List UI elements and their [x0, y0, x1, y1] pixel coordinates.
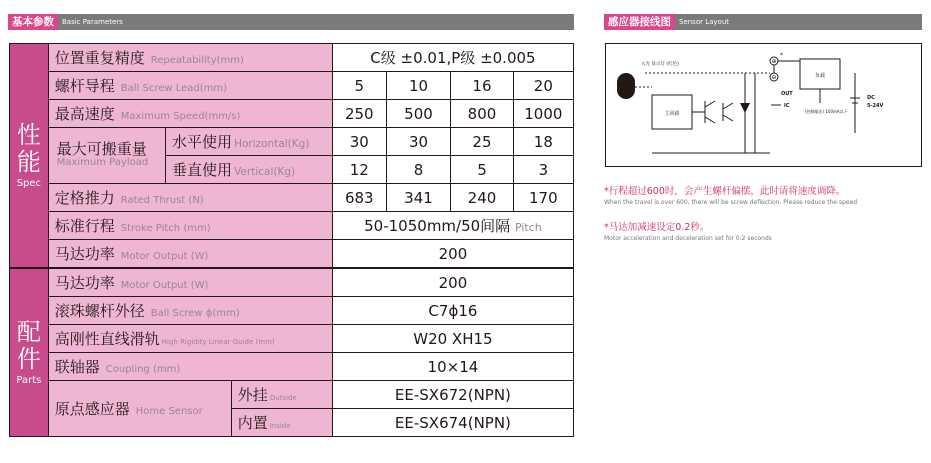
- header-title-en: Basic Parameters: [62, 18, 123, 26]
- svg-text:⊖: ⊖: [771, 74, 777, 81]
- horizontal-value: 30: [332, 128, 386, 156]
- motor-output-value: 200: [332, 269, 573, 297]
- screw-label: 滚珠螺杆外径 Ball Screw ϕ(mm): [48, 297, 332, 325]
- out-label: OUT: [781, 91, 793, 97]
- lead-value: 20: [513, 72, 573, 100]
- lead-value: 5: [332, 72, 386, 100]
- load-note: (控制输出) 100mA以下: [805, 109, 848, 114]
- table-row: [10, 381, 574, 409]
- main-circuit-label: 主回路: [664, 111, 680, 117]
- table-row: [10, 44, 574, 72]
- parameters-table: [9, 43, 574, 268]
- motor-value: 200: [332, 240, 573, 268]
- speed-value: 800: [451, 100, 513, 128]
- guide-label: 高刚性直线滑轨 High Rigidity Linear Guide (mm): [48, 325, 332, 353]
- acceleration-note: [604, 219, 926, 242]
- sensor-inside-value: EE-SX674(NPN): [332, 409, 573, 437]
- speed-value: 1000: [513, 100, 573, 128]
- thrust-label: 定格推力 Rated Thrust (N): [48, 184, 332, 212]
- payload-label: 最大可搬重量 Maximum Payload: [48, 128, 165, 184]
- vertical-value: 12: [332, 156, 386, 184]
- sensor-label: 原点感应器 Home Sensor: [48, 381, 231, 437]
- coupling-label: 联轴器 Coupling (mm): [48, 353, 332, 381]
- stroke-label: 标准行程 Stroke Pitch (mm): [48, 212, 332, 240]
- thrust-value: 170: [513, 184, 573, 212]
- stroke-value: 50-1050mm/50间隔 Pitch: [332, 212, 573, 240]
- thrust-value: 240: [451, 184, 513, 212]
- motor-output-label: 马达功率 Motor Output (W): [48, 269, 332, 297]
- voltage-label: 5-24V: [867, 103, 884, 109]
- guide-value: W20 XH15: [332, 325, 573, 353]
- svg-text:⊕: ⊕: [771, 58, 777, 65]
- horizontal-label: 水平使用 Horizontal(Kg): [166, 128, 333, 156]
- lead-label: 螺杆导程 Ball Screw Lead(mm): [48, 72, 332, 100]
- table-row: [10, 212, 574, 240]
- speed-reduction-note: [604, 183, 926, 206]
- thrust-value: 683: [332, 184, 386, 212]
- terminal-star: *: [780, 52, 783, 59]
- sensor-inside-label: 内置 Inside: [231, 409, 332, 437]
- note-speed-cn: *行程超过600时，会产生螺杆偏摆，此时请将速度调降。: [604, 186, 846, 197]
- spec-group-cn-2: 能: [16, 148, 41, 176]
- sensor-outside-label: 外挂 Outside: [231, 381, 332, 409]
- parts-group-en: Parts: [16, 375, 42, 386]
- table-row: [10, 325, 574, 353]
- parts-table: [9, 268, 574, 437]
- load-label: 负载: [814, 73, 826, 79]
- table-row: [10, 72, 574, 100]
- spec-group-cell: [10, 44, 49, 268]
- speed-value: 500: [386, 100, 451, 128]
- repeatability-label: 位置重复精度 Repeatability(mm): [48, 44, 332, 72]
- parts-group-cell: [10, 269, 49, 437]
- parts-group-cn-1: 配: [16, 318, 41, 346]
- header-title-cn: 基本参数: [8, 14, 58, 30]
- spec-group-cn-1: 性: [16, 121, 41, 149]
- horizontal-value: 25: [451, 128, 513, 156]
- led-indicator-icon: [617, 73, 635, 99]
- led-label: 入光 显示灯 (红色): [641, 62, 679, 67]
- sensor-wiring-diagram: [605, 43, 922, 167]
- table-row: [10, 297, 574, 325]
- sensor-outside-value: EE-SX672(NPN): [332, 381, 573, 409]
- lead-value: 10: [386, 72, 451, 100]
- motor-label: 马达功率 Motor Output (W): [48, 240, 332, 268]
- ic-label: IC: [784, 103, 790, 109]
- screw-value: C7ϕ16: [332, 297, 573, 325]
- dc-label: DC: [867, 95, 875, 101]
- basic-parameters-header: [8, 14, 574, 30]
- repeatability-value: C级 ±0.01,P级 ±0.005: [332, 44, 573, 72]
- spec-group-en: Spec: [16, 178, 42, 189]
- vertical-value: 8: [386, 156, 451, 184]
- horizontal-value: 30: [386, 128, 451, 156]
- thrust-value: 341: [386, 184, 451, 212]
- note-accel-cn: *马达加减速设定0.2秒。: [604, 222, 710, 233]
- table-row: [10, 128, 574, 156]
- coupling-value: 10×14: [332, 353, 573, 381]
- horizontal-value: 18: [513, 128, 573, 156]
- sensor-header-cn: 感应器接线图: [604, 14, 675, 30]
- note-accel-en: Motor acceleration and deceleration set for 0.2 seconds: [604, 235, 772, 242]
- table-row: [10, 240, 574, 268]
- table-row: [10, 100, 574, 128]
- note-speed-en: When the travel is over 600, there will be screw deflection. Please reduce the speed: [604, 199, 858, 206]
- lead-value: 16: [451, 72, 513, 100]
- table-row: [10, 184, 574, 212]
- sensor-header-en: Sensor Layout: [679, 18, 730, 26]
- parts-group-cn-2: 件: [16, 345, 41, 373]
- table-row: [10, 269, 574, 297]
- speed-label: 最高速度 Maximum Speed(mm/s): [48, 100, 332, 128]
- speed-value: 250: [332, 100, 386, 128]
- table-row: [10, 353, 574, 381]
- sensor-layout-header: [604, 14, 922, 30]
- vertical-label: 垂直使用 Vertical(Kg): [166, 156, 333, 184]
- vertical-value: 5: [451, 156, 513, 184]
- vertical-value: 3: [513, 156, 573, 184]
